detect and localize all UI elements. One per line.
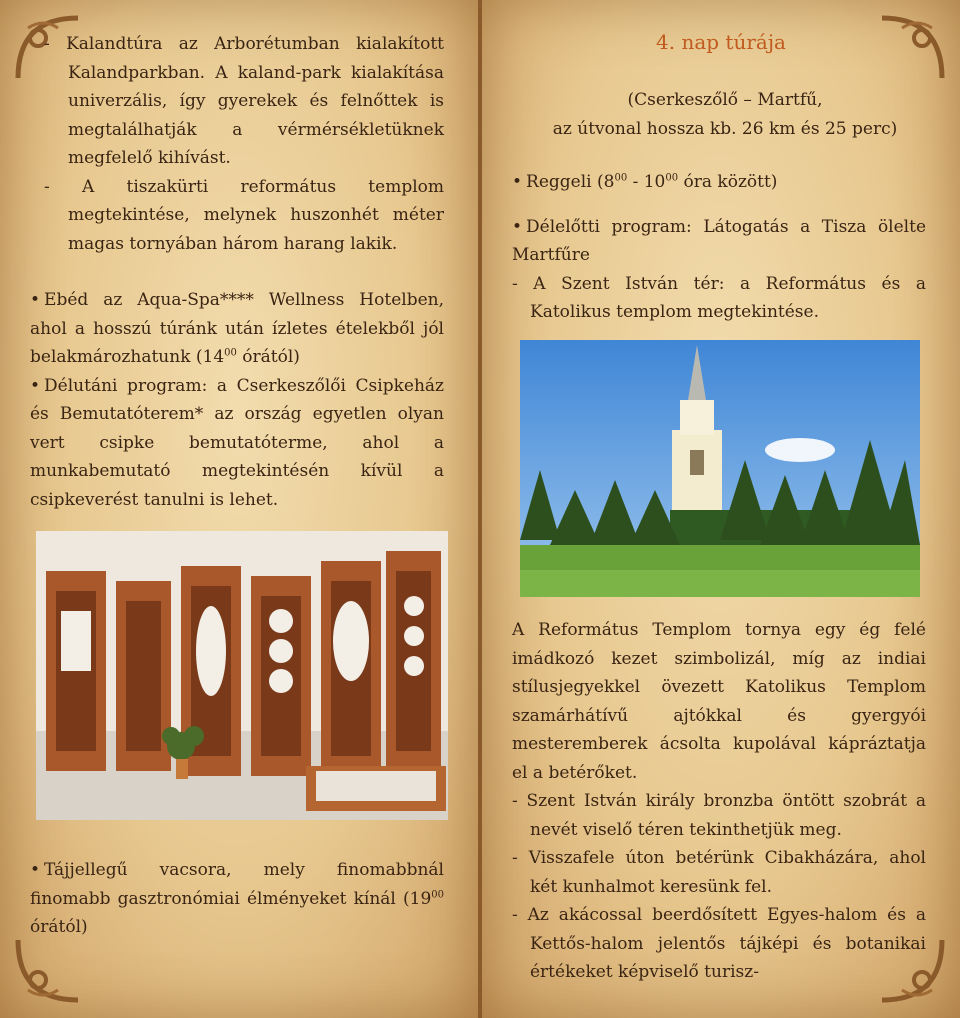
cibakhaza-paragraph: - Visszafele úton betérünk Cibakházára, ahol két kunhalmot keresünk fel. bbox=[512, 848, 926, 897]
route-line-2: az útvonal hossza kb. 26 km és 25 perc) bbox=[552, 118, 898, 139]
afternoon-program-item: • Délutáni program: a Cserkeszőlői Csipkeház és Bemutatóterem* az ország egyetlen olyan vert csipke bemutatóterme, ahol a munkabemutató megtekintésén kívül a csipkeverést tanulni is lehet. bbox=[30, 372, 444, 515]
corner-ornament-icon bbox=[8, 930, 88, 1010]
morning-program-item: • Délelőtti program: Látogatás a Tisza ölelte Martfűre bbox=[512, 213, 926, 270]
dinner-item: • Tájjellegű vacsora, mely finomabbnál finomabb gasztronómiai élményeket kínál ($19^{00}$ órától) bbox=[30, 856, 444, 942]
martfu-church-photo bbox=[520, 340, 920, 597]
lunch-item: • Ebéd az Aqua-Spa**** Wellness Hotelben, ahol a hosszú túránk után ízletes ételekből jól belakmározhatunk ($14^{00}$ órától) bbox=[30, 286, 444, 372]
breakfast-item: • Reggeli ($8^{00} - 10^{00}$ óra között) bbox=[512, 168, 926, 197]
route-line-1: (Cserkeszőlő – Martfű, bbox=[627, 90, 823, 110]
kunhalom-paragraph: - Az akácossal beerdősített Egyes-halom és a Kettős-halom jelentős tájképi és botanikai értékeket képviselő turisz- bbox=[512, 905, 926, 982]
route-info bbox=[510, 86, 940, 143]
tiszakurt-church-paragraph: - A tiszakürti református templom megtekintése, melynek huszonhét méter magas tornyában három harang lakik. bbox=[44, 176, 444, 254]
day-title: 4. nap túrája bbox=[656, 30, 786, 54]
left-program-text bbox=[30, 286, 444, 514]
right-program-text bbox=[512, 168, 926, 327]
left-dinner-text bbox=[30, 856, 444, 942]
right-bottom-text bbox=[512, 616, 926, 987]
adventure-park-paragraph: - Kalandtúra az Arborétumban kialakított Kalandparkban. A kaland-park kialakítása univerzális, így gyerekek és felnőttek is megtalálhatják a vérmérsékletüknek megfelelő kihívást. bbox=[44, 34, 444, 168]
statue-paragraph: - Szent István király bronzba öntött szobrát a nevét viselő téren tekinthetjük meg. bbox=[512, 791, 926, 840]
lace-exhibition-photo bbox=[36, 531, 448, 820]
szent-istvan-square-item: - A Szent István tér: a Református és a Katolikus templom megtekintése. bbox=[512, 273, 926, 322]
left-top-text bbox=[44, 30, 444, 258]
church-description-paragraph: A Református Templom tornya egy ég felé imádkozó kezet szimbolizál, míg az indiai stílusjegyekkel övezett Katolikus Templom szamárhátívű ajtókkal és gyergyói mesteremberek ácsolta kupolával kápráztatja el a betérőket. bbox=[512, 620, 926, 783]
